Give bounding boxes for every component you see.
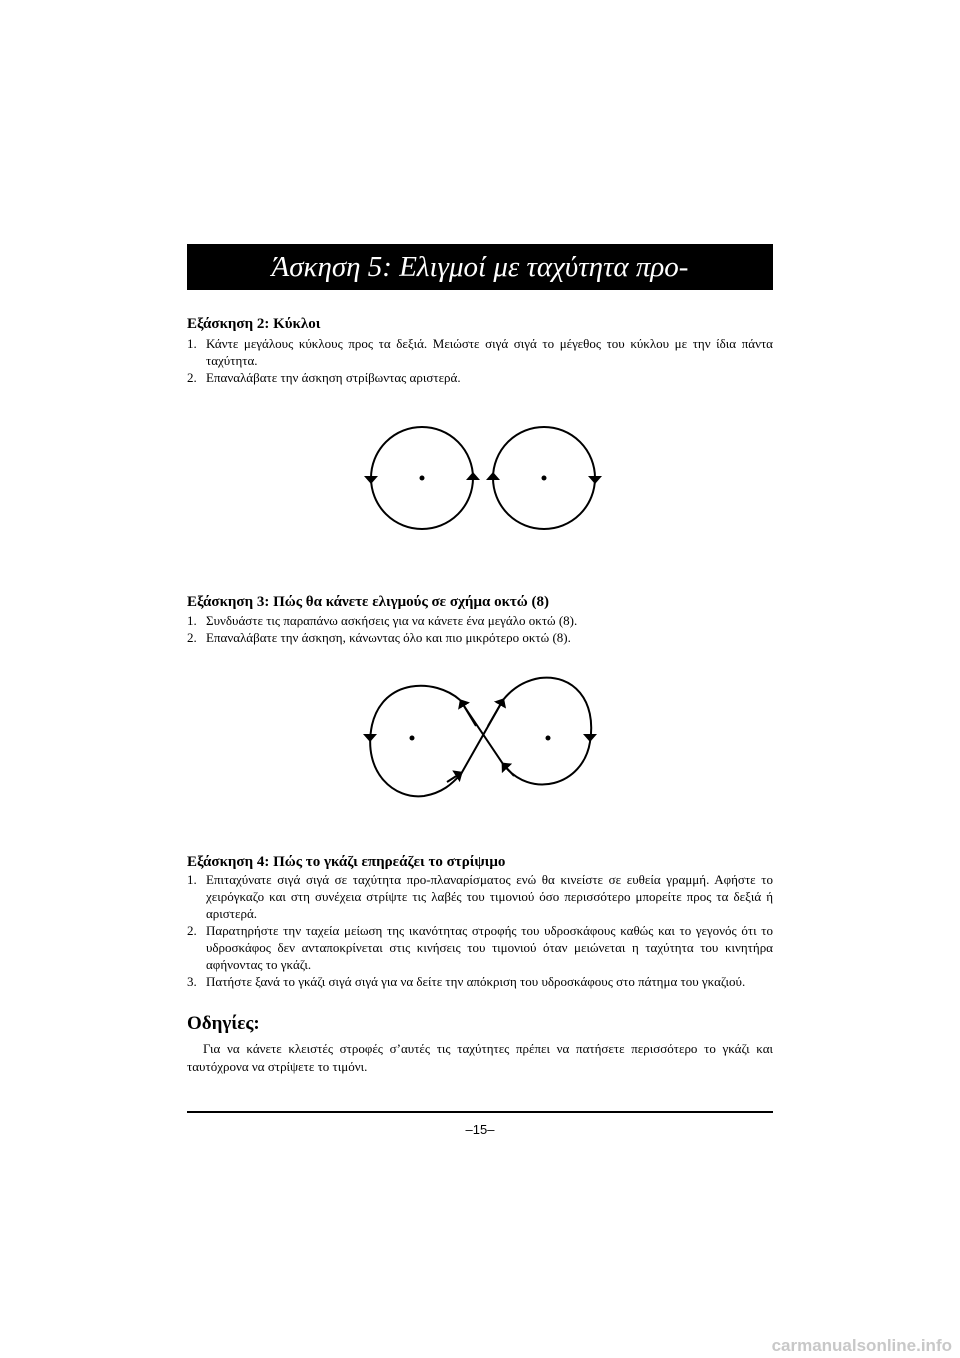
list-item: 2. Επαναλάβατε την άσκηση στρίβωντας αριστερά. <box>187 370 461 385</box>
left-loop-center-dot <box>410 736 415 741</box>
list-item: 3. Πατήστε ξανά το γκάζι σιγά σιγά για να δείτε την απόκριση του υδροσκάφους στο πάτημα του γκαζιού. <box>187 974 746 989</box>
right-circle-center-dot <box>542 476 547 481</box>
figure-eight-direction-arrow <box>503 764 514 776</box>
figure-eight-diagram <box>370 678 591 797</box>
section-title-figure-eight: Εξάσκηση 3: Πώς θα κάνετε ελιγμούς σε σχήμα οκτώ (8) <box>187 594 550 610</box>
banner-title: Άσκηση 5: Ελιγμοί με ταχύτητα προ-πλαναρίσματος <box>271 251 689 329</box>
section-title-circles: Εξάσκηση 2: Κύκλοι <box>187 316 321 332</box>
figure-eight-direction-arrow <box>488 700 503 726</box>
list-item: 1. Κάντε μεγάλους κύκλους προς τα δεξιά. Μειώστε σιγά σιγά το μέγεθος του κύκλου με την ίδια πάντα ταχύτητα. <box>187 336 773 368</box>
list-item: 1. Συνδυάστε τις παραπάνω ασκήσεις για να κάνετε ένα μεγάλο οκτώ (8). <box>187 613 578 628</box>
instructions-heading: Οδηγίες: <box>187 1013 260 1034</box>
list-item: 1. Επιταχύνατε σιγά σιγά σε ταχύτητα προ-πλαναρίσματος ενώ θα κινείστε σε ευθεία γραμμή. Αφήστε το χειρόγκαζο και στη συνέχεια στρίψτε τις λαβές του τιμονιού όσο περισσότερο μπορείτε προς τα δεξιά ή αριστερά. <box>187 872 773 921</box>
footer-divider <box>187 1111 773 1113</box>
page-number: –15– <box>465 1122 495 1137</box>
left-circle-center-dot <box>420 476 425 481</box>
right-loop-center-dot <box>546 736 551 741</box>
figure-eight-direction-arrow <box>461 701 476 726</box>
throttle-steps-list <box>187 871 773 990</box>
circles-diagram <box>371 427 595 529</box>
list-item: 2. Παρατηρήστε την ταχεία μείωση της ικανότητας στροφής του υδροσκάφους καθώς και το γεγονός ότι το υδροσκάφος δεν ανταποκρίνεται στις κινήσεις του τιμονιού όταν μειώνεται η ταχύτητα του κινητήρα αφήνοντας το γκάζι. <box>187 923 773 972</box>
instructions-text: Για να κάνετε κλειστές στροφές σ’αυτές τις ταχύτητες πρέπει να πατήσετε περισσότερο το γκάζι και ταυτόχρονα να στρίψετε το τιμόνι. <box>187 1041 773 1074</box>
figure-eight-steps-list <box>187 612 773 646</box>
section-title-throttle: Εξάσκηση 4: Πώς το γκάζι επηρεάζει το στρίψιμο <box>187 854 506 870</box>
figure-eight-path <box>370 678 591 797</box>
watermark: carmanualsonline.info <box>771 1336 952 1355</box>
list-item: 2. Επαναλάβατε την άσκηση, κάνωντας όλο και πιο μικρότερο οκτώ (8). <box>187 630 571 645</box>
